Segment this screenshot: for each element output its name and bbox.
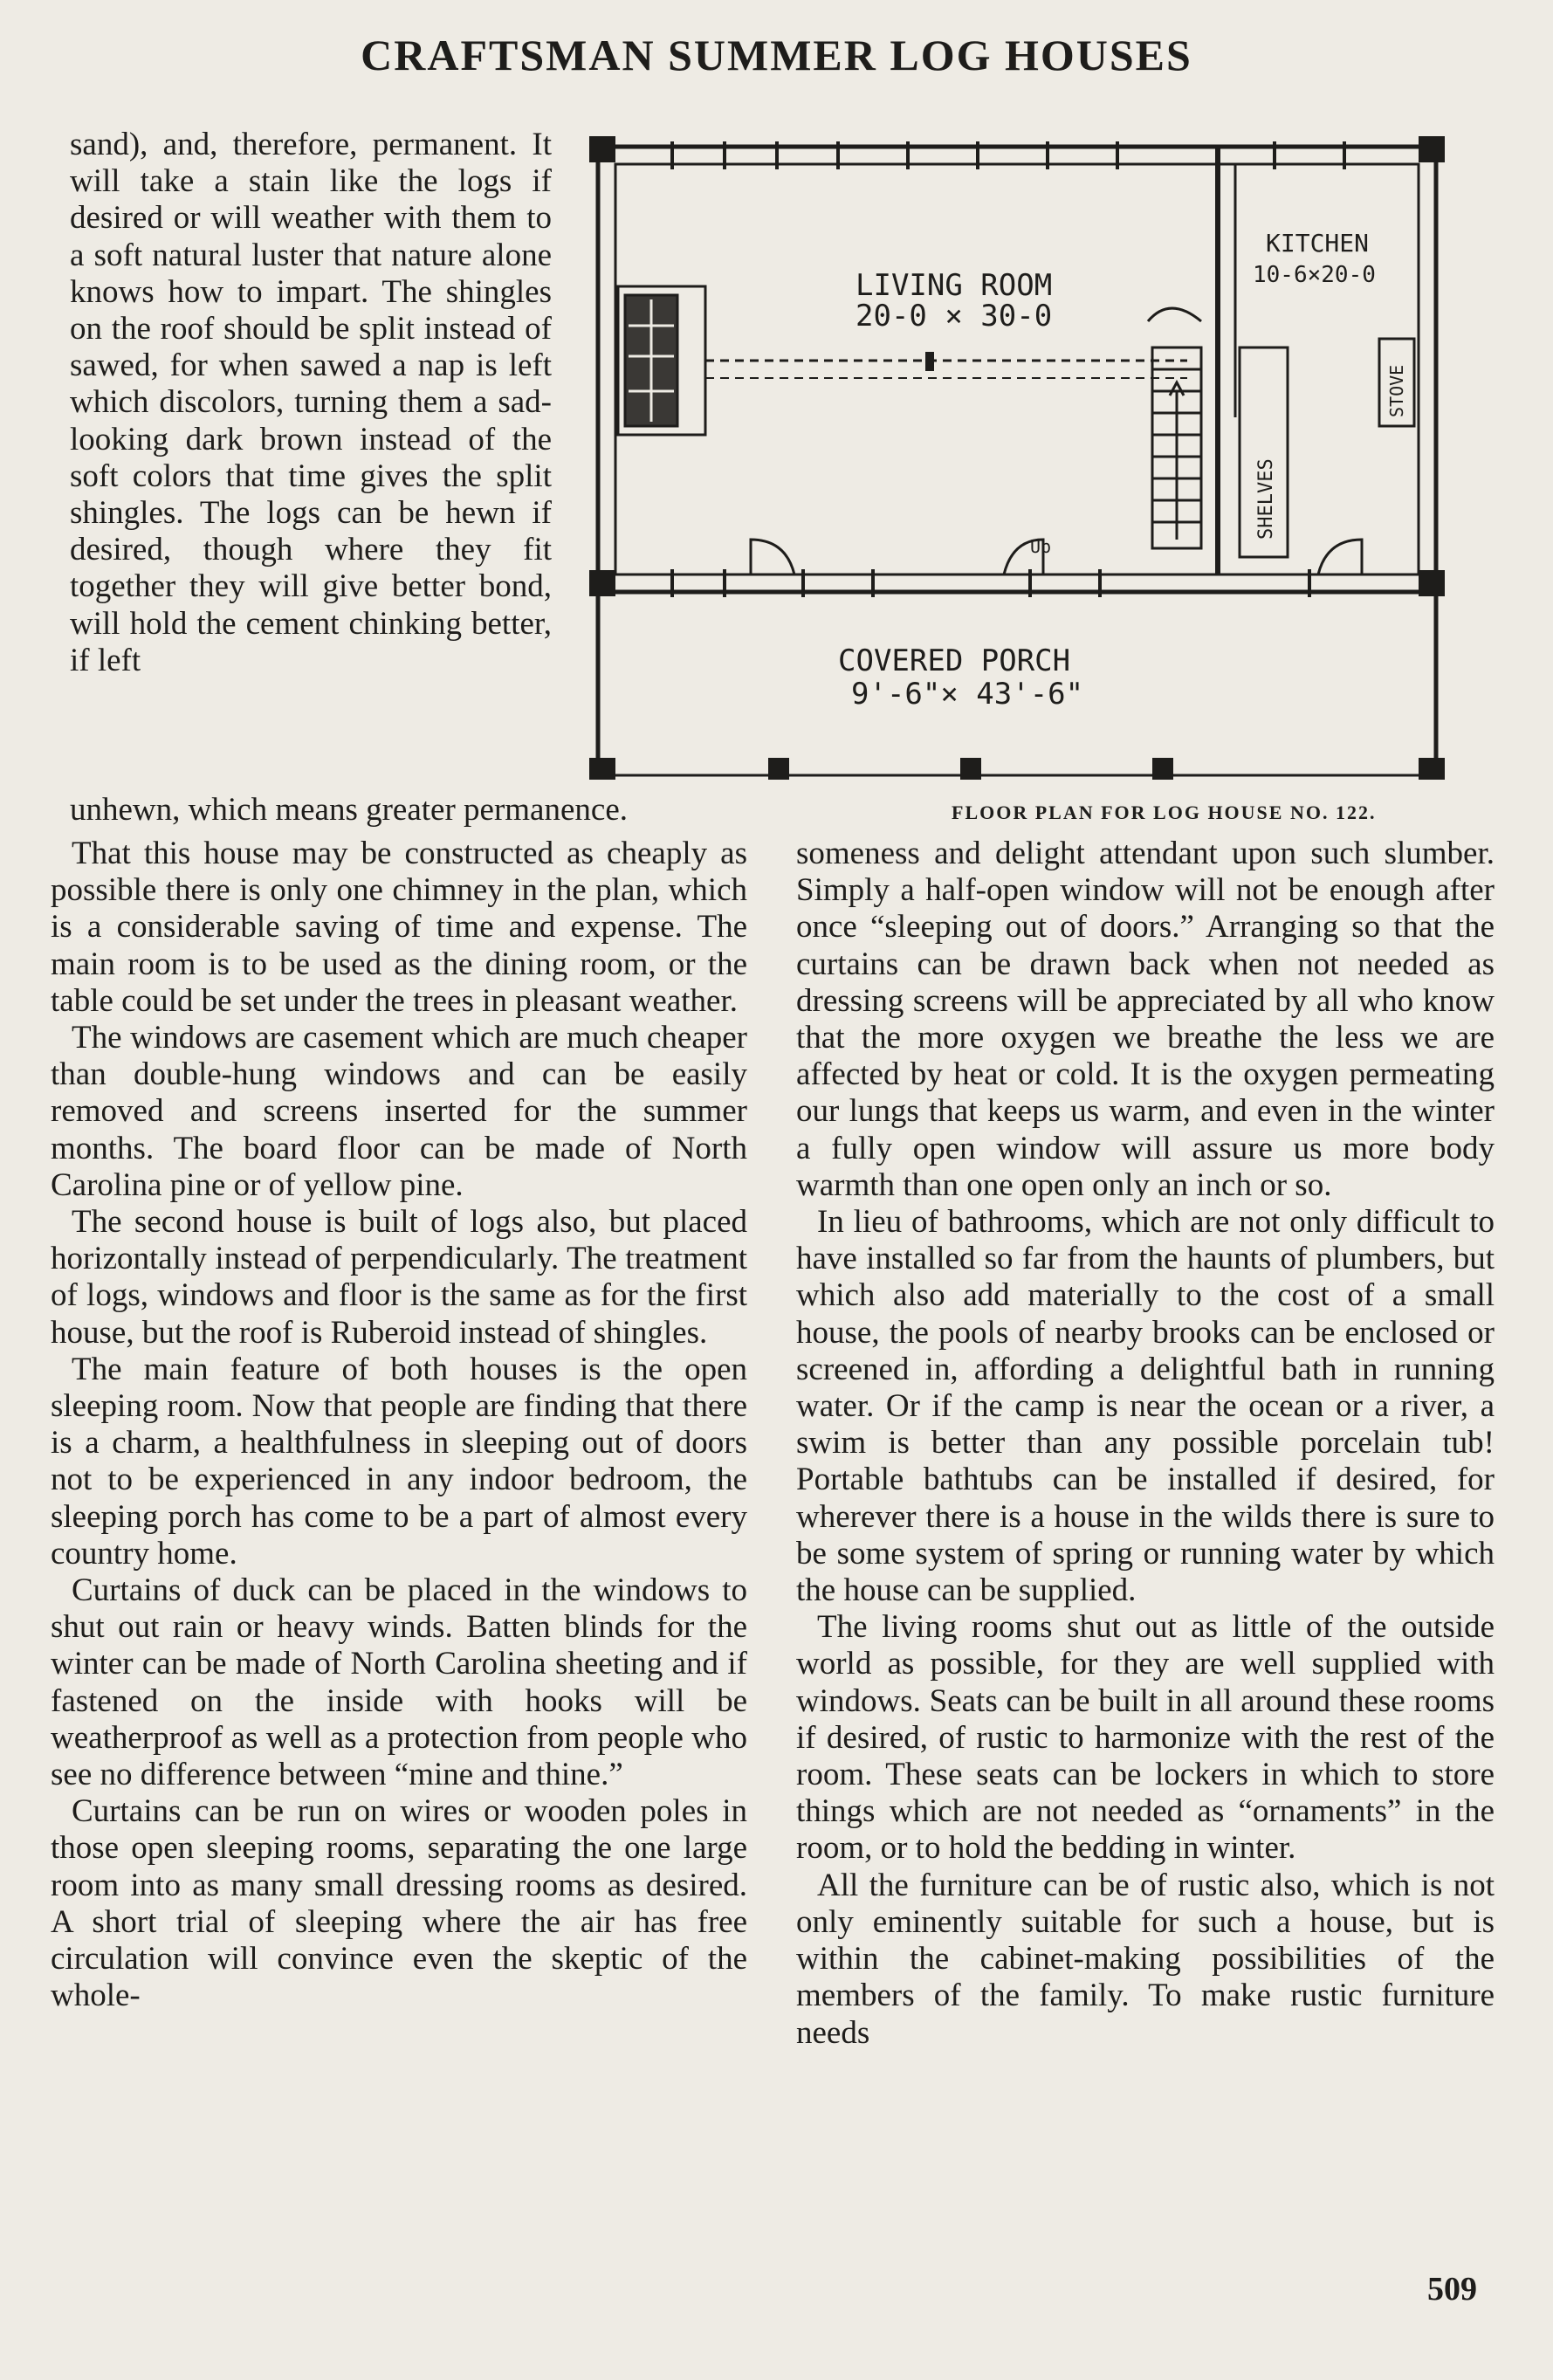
living-room-label: LIVING ROOM [856, 268, 1053, 303]
paragraph: That this house may be constructed as cheaply as possible there is only one chimney in the plan, which is a considerable saving of time and expense. The main room is to be used as the dining room, or the table could be set under the trees in pleasant weather. [51, 836, 747, 1019]
porch-post [589, 758, 615, 780]
porch-post [768, 758, 789, 780]
corner-post [1419, 136, 1445, 162]
corner-post [589, 570, 615, 596]
floor-plan-drawing [576, 129, 1468, 784]
stove-label: STOVE [1386, 364, 1407, 417]
porch-post [1152, 758, 1173, 780]
stair-up-label: Up [1030, 536, 1052, 557]
window-ticks [672, 141, 1344, 597]
paragraph: All the furniture can be of rustic also, which is not only eminently suitable for such a house, but is within the cabinet-making possibilities of the members of the family. To make rustic furniture needs [796, 1867, 1495, 2051]
porch-label: COVERED PORCH [838, 643, 1071, 678]
paragraph: Curtains of duck can be placed in the windows to shut out rain or heavy winds. Batten blinds for the winter can be made of North Carolina sheeting and if fastened on the inside with hooks will be weatherproof as well as a protection from people who see no difference between “mine and thine.” [51, 1572, 747, 1793]
kitchen-dims: 10-6×20-0 [1253, 262, 1376, 288]
porch-post [1419, 758, 1445, 780]
paragraph: The main feature of both houses is the open sleeping room. Now that people are finding that there is a charm, a healthfulness in sleeping out of doors not to be experienced in any indoor bedroom, the sleeping porch has come to be a part of almost every country home. [51, 1351, 747, 1572]
shelves-label: SHELVES [1255, 458, 1277, 540]
figure-caption: FLOOR PLAN FOR LOG HOUSE NO. 122. [952, 801, 1377, 823]
porch-dims: 9'-6"× 43'-6" [851, 677, 1084, 712]
inner-wall [615, 164, 1419, 574]
paragraph: Curtains can be run on wires or wooden poles in those open sleeping rooms, separating the one large room into as many small dressing rooms as desired. A short trial of sleeping where the air has free circulation will convince even the skeptic of the whole- [51, 1793, 747, 2014]
fireplace [618, 286, 705, 435]
page-number: 509 [1427, 2271, 1477, 2308]
corner-post [589, 136, 615, 162]
floor-plan-figure [576, 129, 1468, 784]
paragraph: In lieu of bathrooms, which are not only difficult to have installed so far from the haunts of plumbers, but which also add materially to the cost of a small house, the pools of nearby brooks can be enclosed or screened in, affording a delightful bath in running water. Or if the camp is near the ocean or a river, a swim is better than any possible porcelain tub! Portable bathtubs can be installed if desired, for wherever there is a house in the wilds there is sure to be some system of spring or running water by which the house can be supplied. [796, 1204, 1495, 1609]
intro-last-line: unhewn, which means greater permanence. [70, 792, 628, 828]
paragraph: The living rooms shut out as little of the outside world as possible, for they are well supplied with windows. Seats can be built in all around these rooms if desired, of rustic to harmonize with the rest of the room. These seats can be lockers in which to store things which are not needed as “ornaments” in the room, or to hold the bedding in winter. [796, 1609, 1495, 1867]
paragraph: The windows are casement which are much cheaper than double-hung windows and can be easily removed and screens inserted for the summer months. The board floor can be made of North Carolina pine or of yellow pine. [51, 1020, 747, 1203]
living-room-dims: 20-0 × 30-0 [856, 299, 1053, 334]
intro-paragraph [70, 127, 552, 679]
porch-post [960, 758, 981, 780]
paragraph: The second house is built of logs also, but placed horizontally instead of perpendicularly. The treatment of logs, windows and floor is the same as for the first house, but the roof is Ruberoid instead of shingles. [51, 1204, 747, 1351]
page-title: CRAFTSMAN SUMMER LOG HOUSES [361, 31, 1192, 79]
corner-post [1419, 570, 1445, 596]
intro-text: sand), and, therefore, permanent. It will take a stain like the logs if desired or will weather with them to a soft natural luster that nature alone knows how to impart. The shingles on the roof should be split instead of sawed, for when sawed a nap is left which discolors, turning them a sad-looking dark brown instead of the soft colors that time gives the split shingles. The logs can be hewn if desired, though where they fit together they will give better bond, will hold the cement chinking better, if left [70, 127, 552, 678]
paragraph: someness and delight attendant upon such slumber. Simply a half-open window will not be enough after once “sleeping out of doors.” Arranging so that the curtains can be drawn back when not needed as dressing screens will be appreciated by all who know that the more oxygen we breathe the less we are affected by heat or cold. It is the oxygen permeating our lungs that keeps us warm, and even in the winter a fully open window will assure us more body warmth than one open only an inch or so. [796, 836, 1495, 1203]
right-column [796, 836, 1495, 2052]
outer-wall [598, 147, 1436, 592]
staircase [1148, 308, 1201, 548]
kitchen-label: KITCHEN [1266, 229, 1370, 258]
left-column [51, 836, 747, 2015]
